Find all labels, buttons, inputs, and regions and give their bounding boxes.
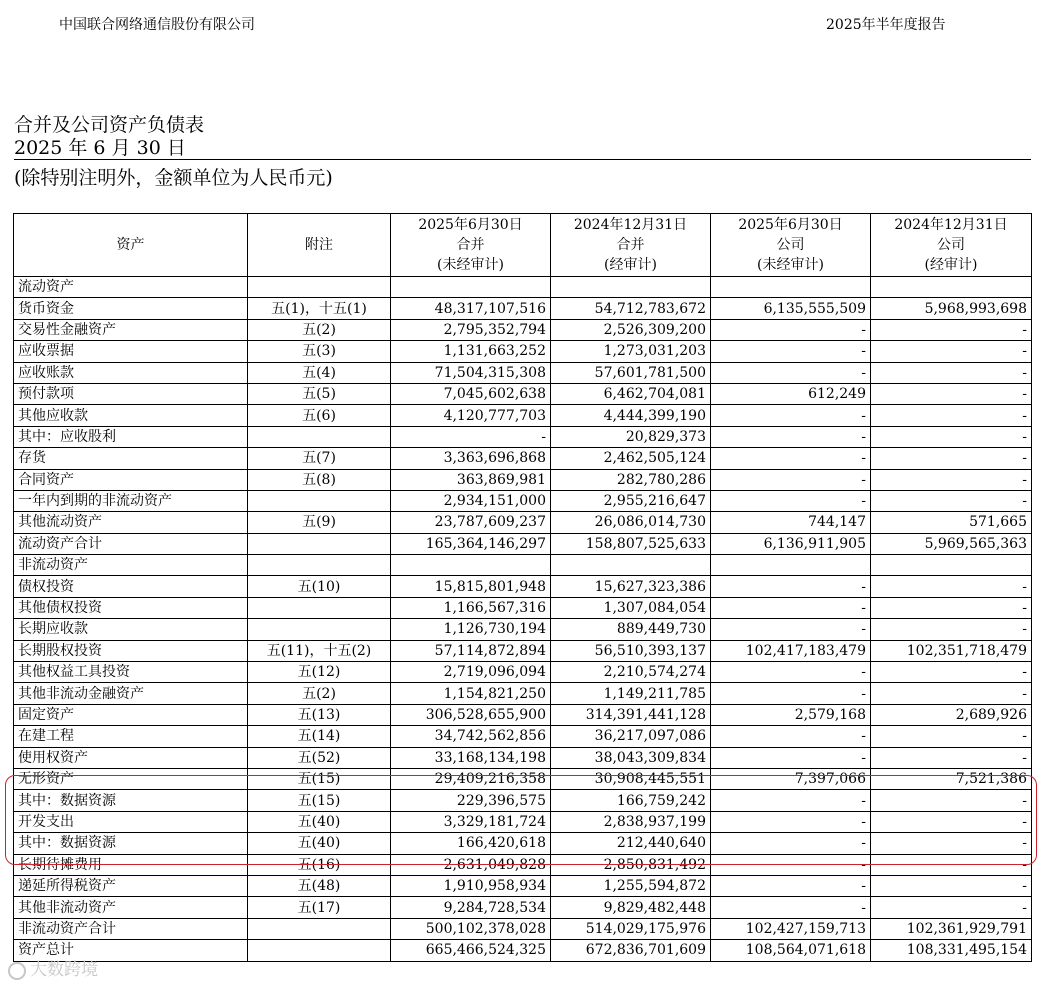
row-label: 其他权益工具投资 [14,662,248,683]
report-date: 2025 年 6 月 30 日 [14,137,1031,160]
row-value: - [871,897,1032,918]
row-value: 2,462,505,124 [551,448,711,469]
row-note [248,555,391,576]
column-header-line: 公司 [776,237,805,253]
row-value: - [871,319,1032,340]
table-row [14,362,1032,383]
table-row [14,277,1032,298]
row-value: 2,838,937,199 [551,811,711,832]
row-value: - [391,426,551,447]
row-note: 五(52) [248,747,391,768]
row-value: - [711,854,871,875]
row-value: 5,969,565,363 [871,533,1032,554]
row-label: 流动资产合计 [14,533,248,554]
column-header-line: 合并 [456,237,485,253]
row-value: - [711,319,871,340]
row-value: 108,331,495,154 [871,940,1032,961]
row-note: 五(14) [248,726,391,747]
row-value: 2,210,574,274 [551,662,711,683]
column-header-line: 2025年6月30日 [418,217,523,233]
row-value: - [711,875,871,896]
row-value: - [711,833,871,854]
row-value: - [871,362,1032,383]
row-value: 34,742,562,856 [391,726,551,747]
row-label: 流动资产 [14,277,248,298]
row-value: - [871,405,1032,426]
row-label: 其中：数据资源 [14,790,248,811]
column-header-line: 合并 [616,237,645,253]
row-value: - [871,662,1032,683]
row-note: 五(5) [248,383,391,404]
table-row [14,897,1032,918]
row-value: - [871,426,1032,447]
row-note: 五(9) [248,512,391,533]
row-label: 货币资金 [14,298,248,319]
row-value: 9,829,482,448 [551,897,711,918]
row-value: 102,361,929,791 [871,918,1032,939]
row-note: 五(15) [248,790,391,811]
row-label: 无形资产 [14,768,248,789]
table-row [14,490,1032,511]
page-title: 合并及公司资产负债表 [14,114,205,136]
row-value: 282,780,286 [551,469,711,490]
row-label: 长期待摊费用 [14,854,248,875]
row-value [391,555,551,576]
row-label: 合同资产 [14,469,248,490]
column-header-line: (未经审计) [437,257,504,273]
column-header-line: 附注 [305,237,333,253]
row-note: 五(7) [248,448,391,469]
table-row [14,448,1032,469]
row-value: 20,829,373 [551,426,711,447]
row-value: - [871,490,1032,511]
row-value: 3,329,181,724 [391,811,551,832]
row-value: 889,449,730 [551,619,711,640]
row-label: 债权投资 [14,576,248,597]
row-label: 长期应收款 [14,619,248,640]
column-header-line: 资产 [116,237,145,253]
row-label: 应收票据 [14,341,248,362]
row-note: 五(40) [248,811,391,832]
row-value: - [871,747,1032,768]
row-value: - [711,490,871,511]
row-note [248,597,391,618]
row-note [248,533,391,554]
row-value: - [711,662,871,683]
row-note: 五(17) [248,897,391,918]
row-value: - [711,811,871,832]
table-row [14,726,1032,747]
row-label: 使用权资产 [14,747,248,768]
column-header-line: 2024年12月31日 [573,217,688,233]
row-label: 其中：数据资源 [14,833,248,854]
row-label: 资产总计 [14,940,248,961]
row-note: 五(48) [248,875,391,896]
watermark [8,955,98,980]
row-label: 在建工程 [14,726,248,747]
row-value: 166,420,618 [391,833,551,854]
row-note [248,918,391,939]
report-name: 2025年半年度报告 [826,17,946,33]
row-value: 1,166,567,316 [391,597,551,618]
column-header-line: (经审计) [604,257,657,273]
row-value: 1,307,084,054 [551,597,711,618]
row-value: 36,217,097,086 [551,726,711,747]
row-note: 五(4) [248,362,391,383]
row-label: 递延所得税资产 [14,875,248,896]
row-value: - [711,897,871,918]
table-row [14,405,1032,426]
row-value: 212,440,640 [551,833,711,854]
row-note: 五(10) [248,576,391,597]
row-label: 存货 [14,448,248,469]
row-label: 非流动资产合计 [14,918,248,939]
row-value: - [711,448,871,469]
row-value: 102,351,718,479 [871,640,1032,661]
row-value: - [871,619,1032,640]
table-row [14,383,1032,404]
row-value: 306,528,655,900 [391,704,551,725]
row-value: 314,391,441,128 [551,704,711,725]
row-value: 48,317,107,516 [391,298,551,319]
row-value: - [711,790,871,811]
table-row [14,555,1032,576]
row-value: 54,712,783,672 [551,298,711,319]
row-value: 363,869,981 [391,469,551,490]
table-row [14,319,1032,340]
row-value: - [871,383,1032,404]
row-label: 应收账款 [14,362,248,383]
column-header [391,214,551,277]
row-note: 五(6) [248,405,391,426]
table-row [14,512,1032,533]
row-note [248,940,391,961]
row-note: 五(13) [248,704,391,725]
row-value: 38,043,309,834 [551,747,711,768]
row-note: 五(15) [248,768,391,789]
unit-note: (除特别注明外，金额单位为人民币元) [14,167,333,189]
row-value: 2,795,352,794 [391,319,551,340]
row-value: - [711,619,871,640]
table-row [14,704,1032,725]
row-label: 一年内到期的非流动资产 [14,490,248,511]
table-row [14,469,1032,490]
row-value: - [711,469,871,490]
row-label: 非流动资产 [14,555,248,576]
row-value: - [871,469,1032,490]
row-value: 2,631,049,828 [391,854,551,875]
watermark-text: 大数跨境 [30,960,98,980]
row-value: 744,147 [711,512,871,533]
column-header [871,214,1032,277]
row-label: 其他债权投资 [14,597,248,618]
row-value: 57,114,872,894 [391,640,551,661]
row-value: 4,444,399,190 [551,405,711,426]
row-value: - [871,683,1032,704]
column-header [248,214,391,277]
row-value: - [711,362,871,383]
row-label: 其他流动资产 [14,512,248,533]
row-value: 30,908,445,551 [551,768,711,789]
row-value: 672,836,701,609 [551,940,711,961]
row-value: 1,149,211,785 [551,683,711,704]
column-header-line: (经审计) [924,257,978,273]
row-value: 102,427,159,713 [711,918,871,939]
row-value: 158,807,525,633 [551,533,711,554]
column-header [14,214,248,277]
table-row [14,533,1032,554]
table-row [14,576,1032,597]
row-value: 1,910,958,934 [391,875,551,896]
column-header-line: 2025年6月30日 [738,217,843,233]
row-value: - [711,405,871,426]
row-value: 71,504,315,308 [391,362,551,383]
row-value: 15,627,323,386 [551,576,711,597]
row-value: - [871,448,1032,469]
row-note: 五(40) [248,833,391,854]
row-value: - [871,833,1032,854]
row-value: 6,462,704,081 [551,383,711,404]
row-value: 15,815,801,948 [391,576,551,597]
row-value: 1,131,663,252 [391,341,551,362]
row-label: 其他非流动资产 [14,897,248,918]
row-value: 29,409,216,358 [391,768,551,789]
column-header-line: 2024年12月31日 [894,217,1008,233]
row-value: 500,102,378,028 [391,918,551,939]
row-value: 2,526,309,200 [551,319,711,340]
row-value: 2,934,151,000 [391,490,551,511]
row-value [391,277,551,298]
row-value: - [871,341,1032,362]
row-value: - [711,747,871,768]
row-label: 其中：应收股利 [14,426,248,447]
row-value: 665,466,524,325 [391,940,551,961]
row-value: 26,086,014,730 [551,512,711,533]
table-row [14,875,1032,896]
row-value: 1,273,031,203 [551,341,711,362]
table-row [14,619,1032,640]
row-value: - [711,683,871,704]
row-value [711,277,871,298]
row-value: 33,168,134,198 [391,747,551,768]
row-value: 2,689,926 [871,704,1032,725]
table-row [14,298,1032,319]
row-value [711,555,871,576]
row-value: 166,759,242 [551,790,711,811]
table-row [14,662,1032,683]
row-note: 五(2) [248,683,391,704]
table-row [14,918,1032,939]
row-value: 165,364,146,297 [391,533,551,554]
row-value: 612,249 [711,383,871,404]
table-row [14,683,1032,704]
row-note: 五(11)，十五(2) [248,640,391,661]
row-value: 57,601,781,500 [551,362,711,383]
row-value: - [871,854,1032,875]
table-row [14,747,1032,768]
row-value: 1,126,730,194 [391,619,551,640]
row-value: 514,029,175,976 [551,918,711,939]
row-value [551,277,711,298]
table-row [14,597,1032,618]
row-value [551,555,711,576]
table-row [14,341,1032,362]
row-value: 6,136,911,905 [711,533,871,554]
row-value: 23,787,609,237 [391,512,551,533]
row-value: - [871,875,1032,896]
row-note: 五(3) [248,341,391,362]
column-header [551,214,711,277]
row-value [871,277,1032,298]
row-value: - [711,426,871,447]
row-value: 2,955,216,647 [551,490,711,511]
row-value: 4,120,777,703 [391,405,551,426]
row-note [248,619,391,640]
row-value: - [711,341,871,362]
row-label: 长期股权投资 [14,640,248,661]
row-note [248,490,391,511]
row-value: 102,417,183,479 [711,640,871,661]
row-value: 6,135,555,509 [711,298,871,319]
table-row [14,640,1032,661]
row-value: 1,154,821,250 [391,683,551,704]
row-value: - [711,597,871,618]
row-value: - [871,726,1032,747]
row-value: - [711,726,871,747]
row-note [248,277,391,298]
row-label: 其他应收款 [14,405,248,426]
row-value: 9,284,728,534 [391,897,551,918]
row-label: 预付款项 [14,383,248,404]
row-value: 7,045,602,638 [391,383,551,404]
watermark-logo-icon [8,962,26,980]
row-value: - [711,576,871,597]
row-label: 固定资产 [14,704,248,725]
row-value: 3,363,696,868 [391,448,551,469]
row-note: 五(12) [248,662,391,683]
column-header [711,214,871,277]
table-row [14,426,1032,447]
row-value: - [871,790,1032,811]
row-value: 2,579,168 [711,704,871,725]
row-value: 2,850,831,492 [551,854,711,875]
row-value: - [871,597,1032,618]
table-row [14,940,1032,961]
row-value: - [871,811,1032,832]
row-value: 7,521,386 [871,768,1032,789]
row-note: 五(16) [248,854,391,875]
company-name: 中国联合网络通信股份有限公司 [59,17,255,33]
row-value [871,555,1032,576]
row-value: 108,564,071,618 [711,940,871,961]
row-label: 交易性金融资产 [14,319,248,340]
row-value: 5,968,993,698 [871,298,1032,319]
column-header-line: (未经审计) [757,257,824,273]
row-value: 1,255,594,872 [551,875,711,896]
row-note [248,426,391,447]
row-value: 56,510,393,137 [551,640,711,661]
row-value: 2,719,096,094 [391,662,551,683]
row-label: 其他非流动金融资产 [14,683,248,704]
row-note: 五(8) [248,469,391,490]
column-header-line: 公司 [937,237,965,253]
row-value: 571,665 [871,512,1032,533]
row-note: 五(1)，十五(1) [248,298,391,319]
row-value: - [871,576,1032,597]
row-label: 开发支出 [14,811,248,832]
table-header-row [14,214,1032,277]
row-value: 229,396,575 [391,790,551,811]
highlight-box [5,775,1037,865]
row-note: 五(2) [248,319,391,340]
row-value: 7,397,066 [711,768,871,789]
